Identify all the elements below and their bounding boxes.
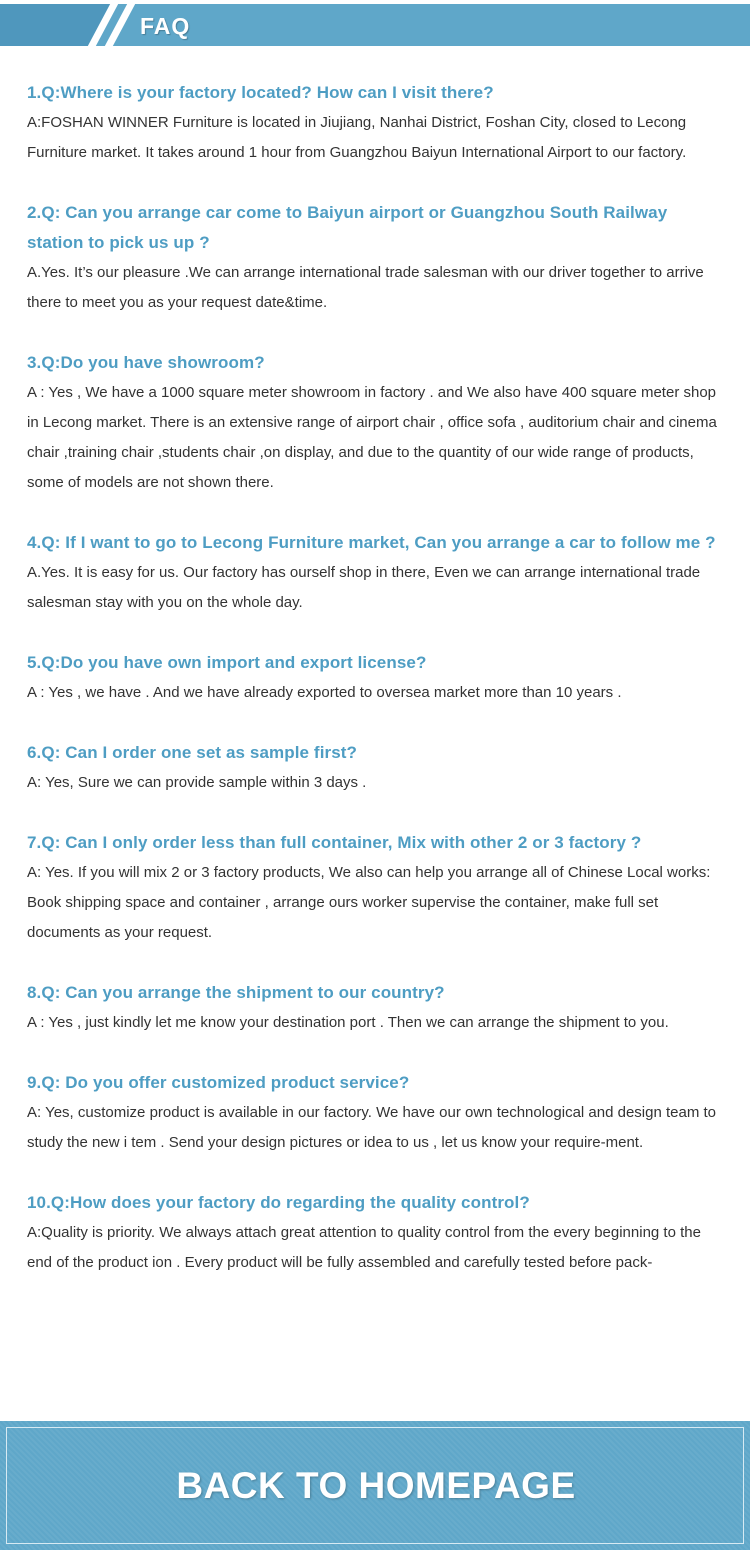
faq-answer: A: Yes. If you will mix 2 or 3 factory products, We also can help you arrange all of Chinese Local works: Book shipping space and container , arrange ours worker supervise the container, make full set documents as your request. xyxy=(27,864,711,941)
faq-item xyxy=(27,78,727,168)
faq-question: 7.Q: Can I only order less than full container, Mix with other 2 or 3 factory ? xyxy=(27,833,642,852)
faq-item xyxy=(27,828,727,948)
faq-item xyxy=(27,978,727,1038)
faq-answer: A.Yes. It’s our pleasure .We can arrange international trade salesman with our driver together to arrive there to meet you as your request date&time. xyxy=(27,264,704,311)
faq-question: 4.Q: If I want to go to Lecong Furniture market, Can you arrange a car to follow me ? xyxy=(27,533,716,552)
faq-list xyxy=(27,78,727,1308)
faq-answer: A:FOSHAN WINNER Furniture is located in Jiujiang, Nanhai District, Foshan City, closed to Lecong Furniture market. It takes around 1 hour from Guangzhou Baiyun International Airport to our factory. xyxy=(27,114,687,161)
faq-answer: A:Quality is priority. We always attach great attention to quality control from the every beginning to the end of the product ion . Every product will be fully assembled and carefully tested before pack- xyxy=(27,1224,701,1271)
back-to-homepage-button[interactable]: BACK TO HOMEPAGE xyxy=(176,1464,576,1506)
faq-item xyxy=(27,198,727,318)
page-title: FAQ xyxy=(140,13,191,39)
faq-answer: A.Yes. It is easy for us. Our factory has ourself shop in there, Even we can arrange international trade salesman stay with you on the whole day. xyxy=(27,564,701,611)
faq-question: 8.Q: Can you arrange the shipment to our country? xyxy=(27,983,445,1002)
faq-question: 10.Q:How does your factory do regarding the quality control? xyxy=(27,1193,530,1212)
faq-question: 3.Q:Do you have showroom? xyxy=(27,353,265,372)
faq-header-banner xyxy=(0,4,750,46)
faq-answer: A : Yes , just kindly let me know your destination port . Then we can arrange the shipment to you. xyxy=(27,1014,669,1031)
footer-banner xyxy=(0,1421,750,1550)
faq-question: 1.Q:Where is your factory located? How can I visit there? xyxy=(27,83,494,102)
faq-question: 6.Q: Can I order one set as sample first? xyxy=(27,743,358,762)
faq-item xyxy=(27,1068,727,1158)
footer-frame xyxy=(6,1427,744,1544)
faq-answer: A : Yes , We have a 1000 square meter showroom in factory . and We also have 400 square meter shop in Lecong market. There is an extensive range of airport chair , office sofa , auditorium chair and cinema chair ,training chair ,students chair ,on display, and due to the quantity of our wide range of products, some of models are not shown there. xyxy=(27,384,717,491)
faq-item xyxy=(27,738,727,798)
faq-question: 5.Q:Do you have own import and export license? xyxy=(27,653,427,672)
faq-question: 9.Q: Do you offer customized product service? xyxy=(27,1073,410,1092)
faq-answer: A: Yes, customize product is available in our factory. We have our own technological and design team to study the new i tem . Send your design pictures or idea to us , let us know your require-ment. xyxy=(27,1104,717,1151)
faq-item xyxy=(27,348,727,498)
faq-answer: A : Yes , we have . And we have already exported to oversea market more than 10 years . xyxy=(27,684,622,701)
faq-answer: A: Yes, Sure we can provide sample within 3 days . xyxy=(27,774,367,791)
faq-item xyxy=(27,528,727,618)
faq-item xyxy=(27,648,727,708)
faq-item xyxy=(27,1188,727,1278)
faq-question: 2.Q: Can you arrange car come to Baiyun airport or Guangzhou South Railway station to pick us up ? xyxy=(27,203,668,252)
